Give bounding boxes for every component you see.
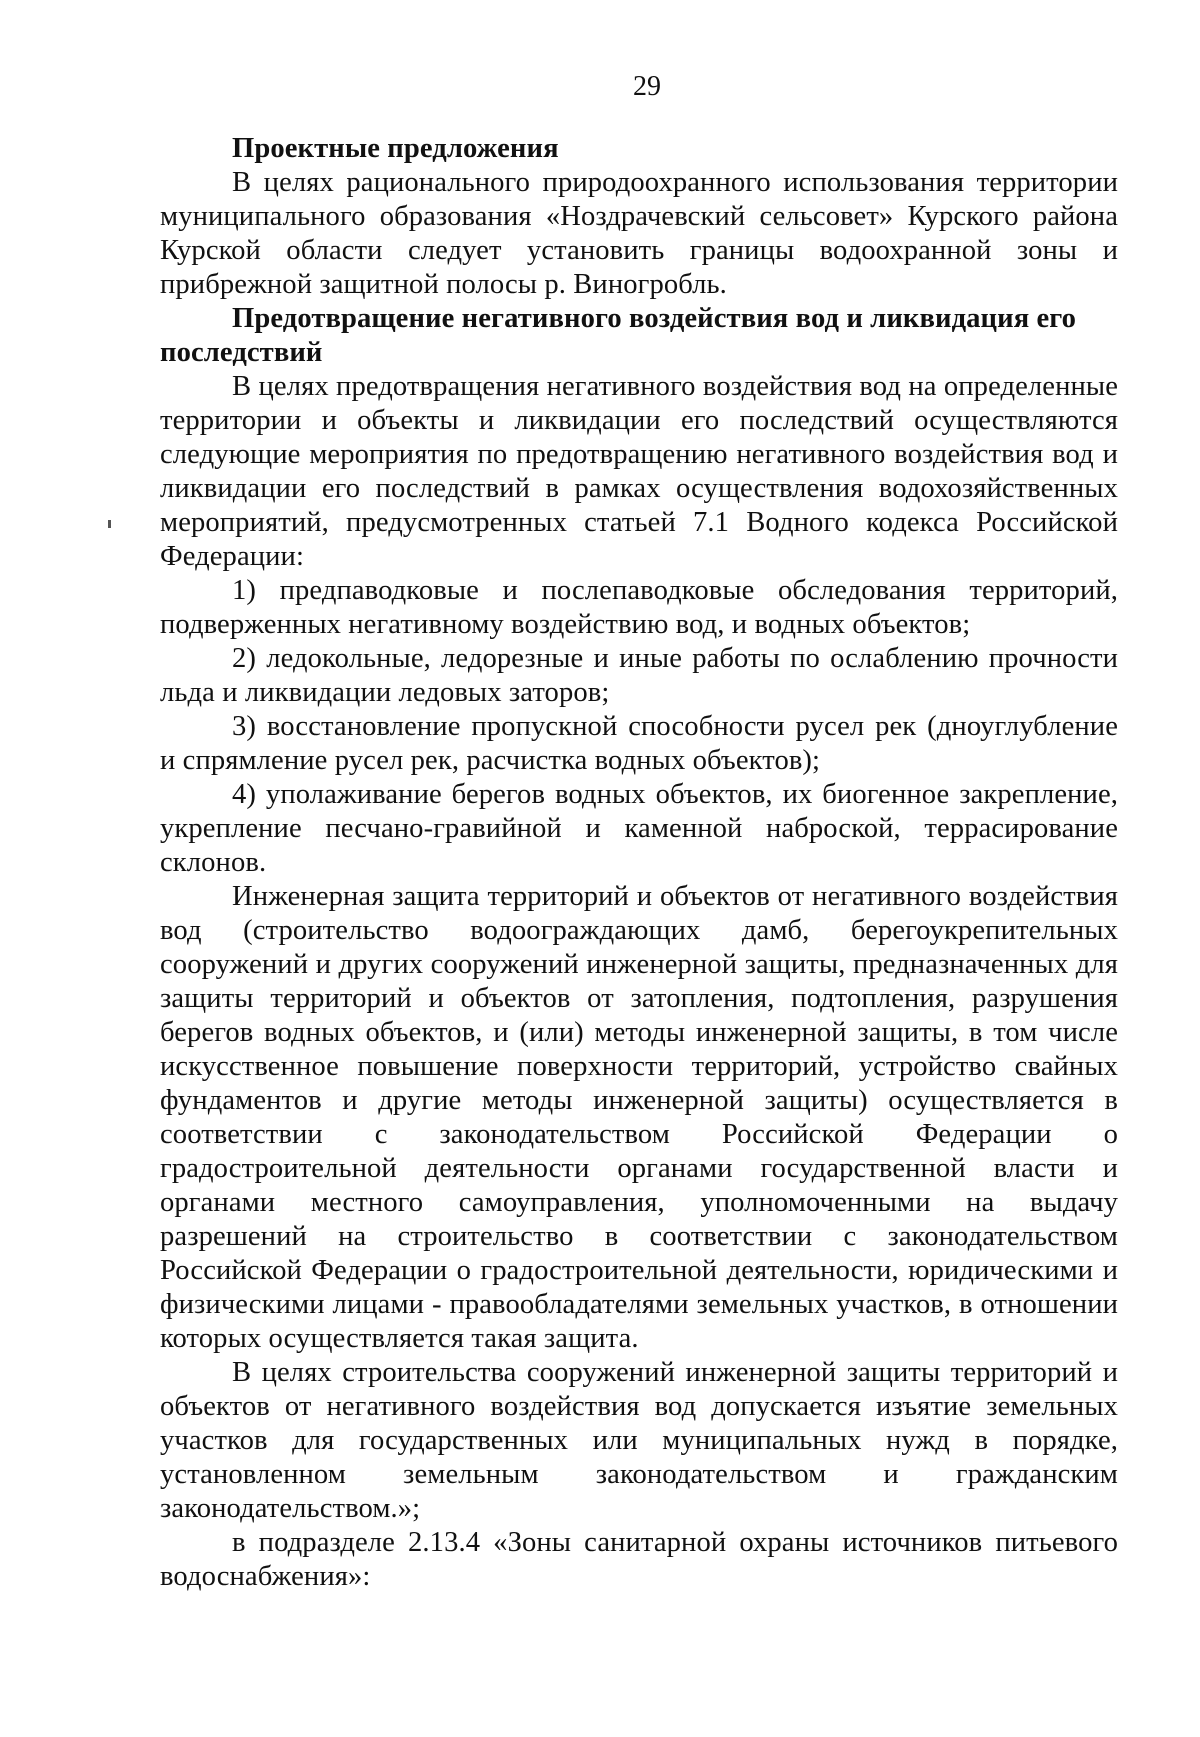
paragraph-land-withdrawal: В целях строительства сооружений инженерной защиты территорий и объектов от негативного воздействия вод допускается изъятие земельных участков для государственных или муниципальных нужд в порядке, установленном земельным законодательством и гражданским законодательством.»; [160, 1357, 1118, 1524]
paragraph-water-protection-zone: В целях рационального природоохранного использования территории муниципального образования «Ноздрачевский сельсовет» Курского района Курской области следует установить границы водоохранной зоны и прибрежной защитной полосы р. Виногробль. [160, 167, 1118, 300]
scan-mark [108, 520, 111, 528]
list-item-2: 2) ледокольные, ледорезные и иные работы по ослаблению прочности льда и ликвидации ледовых заторов; [160, 643, 1118, 708]
list-item-1: 1) предпаводковые и послепаводковые обследования территорий, подверженных негативному воздействию вод, и водных объектов; [160, 575, 1118, 640]
list-item-4: 4) уполаживание берегов водных объектов, их биогенное закрепление, укрепление песчано-гравийной и каменной наброской, террасирование склонов. [160, 779, 1118, 878]
heading-project-proposals: Проектные предложения [232, 133, 559, 164]
heading-negative-impact-prevention: Предотвращение негативного воздействия вод и ликвидация его последствий [160, 303, 1077, 368]
paragraph-subsection-reference: в подразделе 2.13.4 «Зоны санитарной охраны источников питьевого водоснабжения»: [160, 1527, 1118, 1592]
page-number: 29 [633, 71, 661, 102]
paragraph-engineering-protection: Инженерная защита территорий и объектов от негативного воздействия вод (строительство водоограждающих дамб, берегоукрепительных сооружений и других сооружений инженерной защиты, предназначенных для защиты территорий и объектов от затопления, подтопления, разрушения берегов водных объектов, и (или) методы инженерной защиты, в том числе искусственное повышение поверхности территорий, устройство свайных фундаментов и другие методы инженерной защиты) осуществляется в соответствии с законодательством Российской Федерации о градостроительной деятельности органами государственной власти и органами местного самоуправления, уполномоченными на выдачу разрешений на строительство в соответствии с законодательством Российской Федерации о градостроительной деятельности, юридическими и физическими лицами - правообладателями земельных участков, в отношении которых осуществляется такая защита. [160, 881, 1118, 1354]
paragraph-measures-intro: В целях предотвращения негативного воздействия вод на определенные территории и объекты и ликвидации его последствий осуществляются следующие мероприятия по предотвращению негативного воздействия вод и ликвидации его последствий в рамках осуществления водохозяйственных мероприятий, предусмотренных статьей 7.1 Водного кодекса Российской Федерации: [160, 371, 1118, 572]
list-item-3: 3) восстановление пропускной способности русел рек (дноуглубление и спрямление русел рек, расчистка водных объектов); [160, 711, 1118, 776]
document-page [160, 60, 1118, 1594]
